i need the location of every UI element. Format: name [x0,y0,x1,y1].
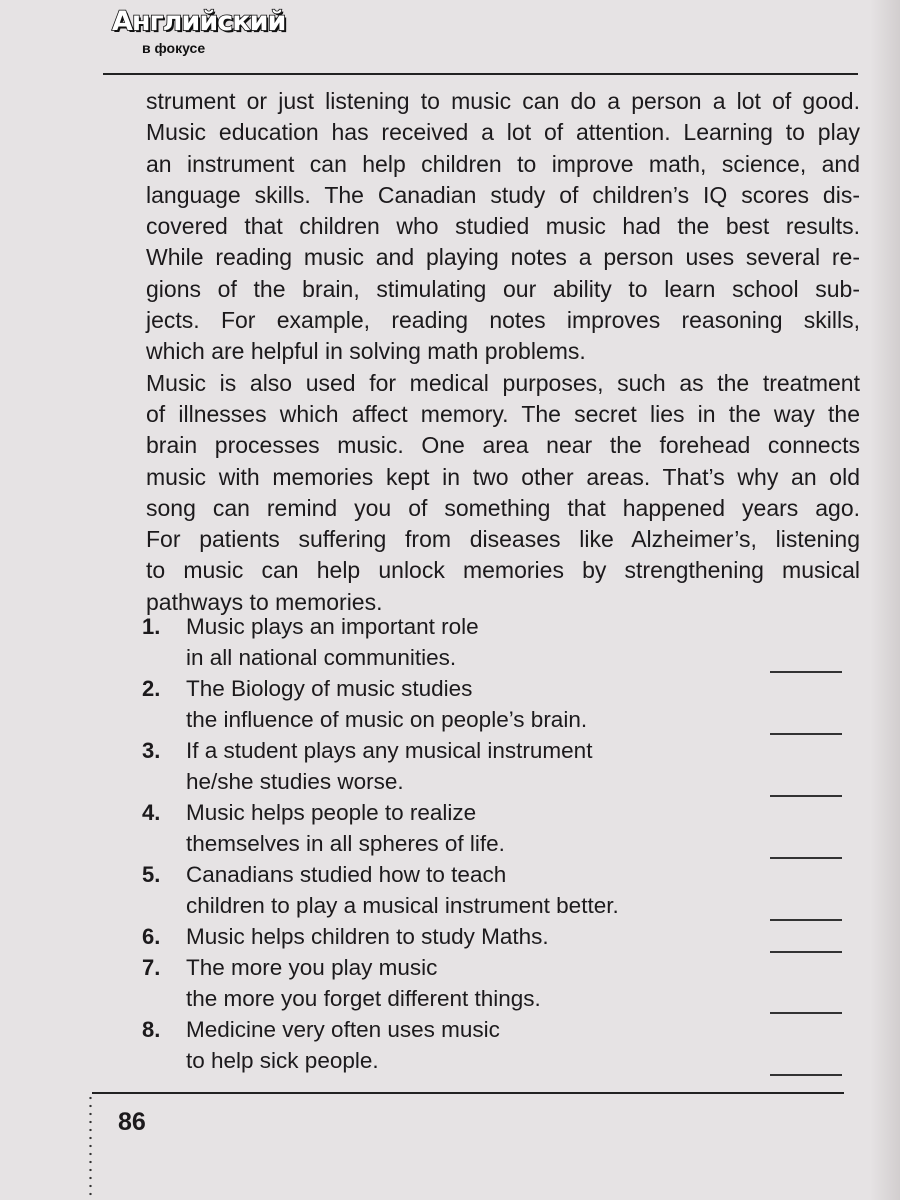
statement-number: 1. [142,614,161,639]
passage-line: which are helpful in solving math problems. [146,338,586,365]
footer-divider [92,1092,844,1094]
statement-number: 7. [142,955,161,980]
statement-text: in all national communities. [186,645,457,670]
statement-text: Music helps people to realize [186,800,477,825]
passage-line: language skills. The Canadian study of children’s IQ scores dis- [146,181,860,208]
passage-line: jects. For example, reading notes improves reasoning skills, [146,307,860,334]
statement-item [142,921,866,952]
passage-line: covered that children who studied music had the best results. [146,213,860,240]
statement-text: Music plays an important role [186,614,479,639]
statement-text: Medicine very often uses music [186,1017,500,1042]
header-divider [103,73,858,75]
statement-number: 2. [142,676,161,701]
statement-text: the more you forget different things. [186,986,541,1011]
statement-text: The Biology of music studies [186,676,473,701]
statement-number: 4. [142,800,161,825]
statement-item [142,859,866,921]
statement-item [142,1014,866,1076]
passage-line: strument or just listening to music can do a person a lot of good. [146,88,860,114]
statement-number: 8. [142,1017,161,1042]
statement-text: to help sick people. [186,1048,379,1073]
passage-line: song can remind you of something that happened years ago. [146,494,860,521]
passage-line: pathways to memories. [146,588,383,615]
statement-item [142,797,866,859]
passage-line: While reading music and playing notes a person uses several re- [146,244,860,271]
statement-number: 3. [142,738,161,763]
true-false-statements [142,611,866,1076]
dotted-margin-line [89,1094,92,1200]
passage-line: Music is also used for medical purposes, such as the treatment [146,369,860,396]
statement-text: Music helps children to study Maths. [186,924,549,949]
statement-text: The more you play music [186,955,438,980]
statement-text: Canadians studied how to teach [186,862,507,887]
statement-number: 6. [142,924,161,949]
statement-text: he/she studies worse. [186,769,404,794]
answer-blank[interactable] [770,1074,842,1076]
passage-line: Music education has received a lot of attention. Learning to play [146,119,860,146]
statement-number: 5. [142,862,161,887]
logo-title: Английский [112,6,286,37]
passage-line: brain processes music. One area near the forehead connects [146,432,860,459]
passage-line: For patients suffering from diseases like Alzheimer’s, listening [146,526,860,553]
statement-text: If a student plays any musical instrument [186,738,593,763]
statement-text: children to play a musical instrument better. [186,893,619,918]
statement-item [142,673,866,735]
statement-item [142,611,866,673]
reading-passage [146,86,860,618]
passage-line: of illnesses which affect memory. The secret lies in the way the [146,400,860,427]
page-edge-shadow [870,0,900,1200]
passage-line: to music can help unlock memories by strengthening musical [146,557,860,584]
publisher-logo [112,6,286,56]
passage-line: an instrument can help children to improve math, science, and [146,150,860,177]
statement-text: the influence of music on people’s brain. [186,707,588,732]
passage-line: music with memories kept in two other areas. That’s why an old [146,463,860,490]
statement-text: themselves in all spheres of life. [186,831,505,856]
statement-item [142,735,866,797]
page-number: 86 [118,1108,146,1136]
statement-item [142,952,866,1014]
logo-subtitle: в фокусе [142,40,206,56]
passage-line: gions of the brain, stimulating our ability to learn school sub- [146,275,860,302]
